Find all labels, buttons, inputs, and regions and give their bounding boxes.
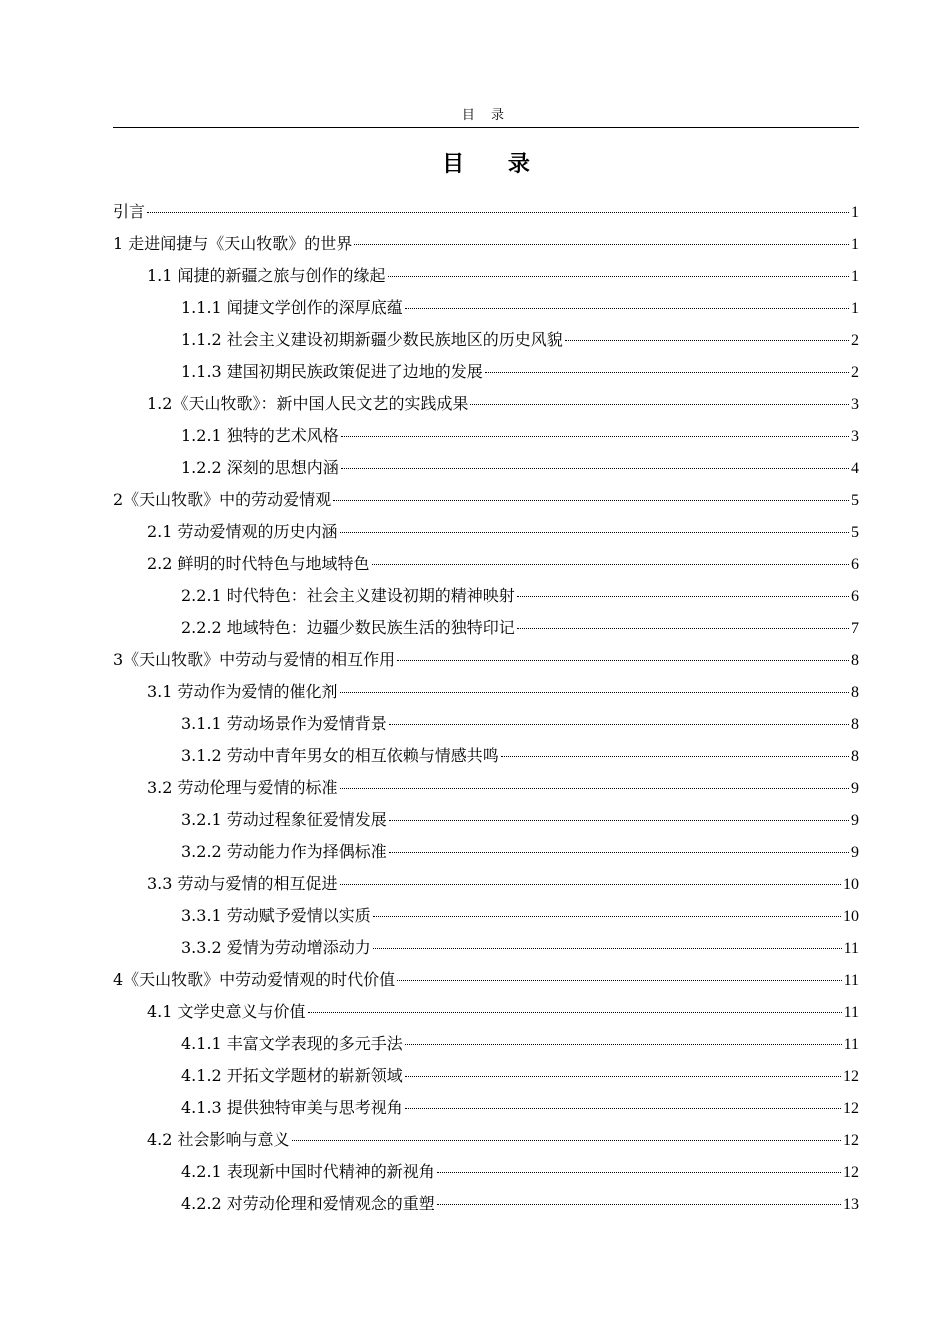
toc-entry-page-number: 1 — [851, 236, 859, 253]
toc-dot-leader — [405, 1044, 842, 1045]
toc-dot-leader — [405, 1076, 841, 1077]
toc-entry-title: 引言 — [113, 202, 146, 221]
header-rule — [113, 127, 859, 128]
toc-entry-title: 3《天山牧歌》中劳动与爱情的相互作用 — [113, 650, 396, 669]
toc-entry-title: 3.3.1 劳动赋予爱情以实质 — [181, 906, 371, 925]
toc-entry-page-number: 3 — [851, 396, 859, 413]
toc-entry[interactable] — [113, 804, 859, 836]
toc-entry-page-number: 4 — [851, 460, 859, 477]
toc-dot-leader — [308, 1012, 842, 1013]
toc-entry[interactable] — [113, 1156, 859, 1188]
toc-dot-leader — [405, 308, 849, 309]
toc-entry-title: 4.1.1 丰富文学表现的多元手法 — [181, 1034, 403, 1053]
toc-dot-leader — [354, 244, 849, 245]
toc-dot-leader — [340, 884, 841, 885]
toc-entry-page-number: 10 — [843, 908, 859, 925]
toc-entry-page-number: 12 — [843, 1164, 859, 1181]
toc-entry-title: 2.2.2 地域特色：边疆少数民族生活的独特印记 — [181, 618, 515, 637]
toc-entry-title: 2.2 鲜明的时代特色与地域特色 — [147, 554, 370, 573]
toc-entry[interactable] — [113, 548, 859, 580]
toc-entry-page-number: 8 — [851, 716, 859, 733]
toc-entry-page-number: 8 — [851, 652, 859, 669]
toc-entry-title: 3.1.2 劳动中青年男女的相互依赖与情感共鸣 — [181, 746, 499, 765]
toc-entry-page-number: 11 — [843, 1004, 859, 1021]
toc-entry-page-number: 5 — [851, 492, 859, 509]
toc-entry-page-number: 3 — [851, 428, 859, 445]
toc-entry-page-number: 1 — [851, 204, 859, 221]
toc-entry-page-number: 1 — [851, 300, 859, 317]
toc-entry-title: 4《天山牧歌》中劳动爱情观的时代价值 — [113, 970, 396, 989]
toc-entry-title: 4.1 文学史意义与价值 — [147, 1002, 306, 1021]
toc-entry-page-number: 7 — [851, 620, 859, 637]
page-title: 目 录 — [442, 152, 548, 177]
toc-entry[interactable] — [113, 996, 859, 1028]
toc-entry-title: 4.1.2 开拓文学题材的崭新领域 — [181, 1066, 403, 1085]
toc-entry-title: 1.2.1 独特的艺术风格 — [181, 426, 339, 445]
toc-dot-leader — [340, 532, 849, 533]
toc-entry[interactable] — [113, 932, 859, 964]
toc-entry-page-number: 12 — [843, 1132, 859, 1149]
toc-entry-page-number: 11 — [843, 940, 859, 957]
toc-dot-leader — [292, 1140, 841, 1141]
toc-entry-page-number: 2 — [851, 332, 859, 349]
toc-entry[interactable] — [113, 612, 859, 644]
toc-dot-leader — [341, 436, 849, 437]
table-of-contents — [113, 196, 859, 1220]
toc-entry-title: 4.2.1 表现新中国时代精神的新视角 — [181, 1162, 435, 1181]
toc-dot-leader — [389, 820, 849, 821]
toc-entry[interactable] — [113, 772, 859, 804]
toc-entry[interactable] — [113, 516, 859, 548]
toc-entry-title: 3.3 劳动与爱情的相互促进 — [147, 874, 338, 893]
toc-dot-leader — [389, 724, 849, 725]
toc-entry-title: 2.2.1 时代特色：社会主义建设初期的精神映射 — [181, 586, 515, 605]
toc-entry[interactable] — [113, 740, 859, 772]
toc-entry-page-number: 9 — [851, 812, 859, 829]
toc-entry-page-number: 11 — [843, 1036, 859, 1053]
toc-entry-title: 1.1.1 闻捷文学创作的深厚底蕴 — [181, 298, 403, 317]
toc-entry[interactable] — [113, 1092, 859, 1124]
toc-entry-title: 2《天山牧歌》中的劳动爱情观 — [113, 490, 332, 509]
toc-dot-leader — [517, 628, 849, 629]
toc-entry[interactable] — [113, 1028, 859, 1060]
toc-dot-leader — [437, 1204, 841, 1205]
toc-entry-title: 1 走进闻捷与《天山牧歌》的世界 — [113, 234, 353, 253]
toc-entry[interactable] — [113, 452, 859, 484]
toc-entry-page-number: 9 — [851, 844, 859, 861]
toc-entry-title: 4.1.3 提供独特审美与思考视角 — [181, 1098, 403, 1117]
toc-entry-page-number: 8 — [851, 748, 859, 765]
toc-entry-page-number: 5 — [851, 524, 859, 541]
toc-dot-leader — [340, 788, 849, 789]
toc-dot-leader — [517, 596, 849, 597]
toc-entry[interactable] — [113, 356, 859, 388]
toc-dot-leader — [147, 212, 849, 213]
toc-entry-page-number: 6 — [851, 556, 859, 573]
toc-entry-page-number: 13 — [843, 1196, 859, 1213]
toc-entry-page-number: 12 — [843, 1100, 859, 1117]
toc-entry-title: 1.1.3 建国初期民族政策促进了边地的发展 — [181, 362, 483, 381]
toc-dot-leader — [372, 564, 849, 565]
toc-dot-leader — [437, 1172, 841, 1173]
toc-entry-title: 3.1.1 劳动场景作为爱情背景 — [181, 714, 387, 733]
toc-entry-title: 1.2.2 深刻的思想内涵 — [181, 458, 339, 477]
toc-entry-title: 4.2 社会影响与意义 — [147, 1130, 290, 1149]
toc-entry-page-number: 9 — [851, 780, 859, 797]
toc-entry[interactable] — [113, 196, 859, 228]
toc-entry[interactable] — [113, 1188, 859, 1220]
toc-entry-title: 3.3.2 爱情为劳动增添动力 — [181, 938, 371, 957]
toc-entry-title: 1.1 闻捷的新疆之旅与创作的缘起 — [147, 266, 386, 285]
toc-entry[interactable] — [113, 836, 859, 868]
toc-entry[interactable] — [113, 708, 859, 740]
toc-entry[interactable] — [113, 228, 859, 260]
toc-dot-leader — [485, 372, 849, 373]
toc-dot-leader — [389, 852, 849, 853]
toc-entry[interactable] — [113, 324, 859, 356]
toc-dot-leader — [340, 692, 849, 693]
toc-entry[interactable] — [113, 484, 859, 516]
toc-dot-leader — [388, 276, 849, 277]
toc-dot-leader — [405, 1108, 841, 1109]
toc-dot-leader — [397, 980, 841, 981]
toc-entry-title: 1.1.2 社会主义建设初期新疆少数民族地区的历史风貌 — [181, 330, 563, 349]
toc-entry-title: 1.2《天山牧歌》：新中国人民文艺的实践成果 — [147, 394, 469, 413]
toc-entry-title: 3.2.1 劳动过程象征爱情发展 — [181, 810, 387, 829]
toc-entry-title: 4.2.2 对劳动伦理和爱情观念的重塑 — [181, 1194, 435, 1213]
toc-entry[interactable] — [113, 420, 859, 452]
toc-entry[interactable] — [113, 644, 859, 676]
toc-entry[interactable] — [113, 260, 859, 292]
toc-entry[interactable] — [113, 868, 859, 900]
toc-entry-title: 2.1 劳动爱情观的历史内涵 — [147, 522, 338, 541]
toc-entry[interactable] — [113, 1124, 859, 1156]
toc-entry[interactable] — [113, 900, 859, 932]
toc-dot-leader — [501, 756, 849, 757]
toc-dot-leader — [373, 948, 842, 949]
toc-dot-leader — [333, 500, 849, 501]
toc-entry-page-number: 2 — [851, 364, 859, 381]
toc-dot-leader — [470, 404, 849, 405]
toc-dot-leader — [397, 660, 849, 661]
toc-entry-page-number: 11 — [843, 972, 859, 989]
toc-dot-leader — [341, 468, 849, 469]
toc-entry-title: 3.1 劳动作为爱情的催化剂 — [147, 682, 338, 701]
toc-entry[interactable] — [113, 388, 859, 420]
toc-entry-page-number: 1 — [851, 268, 859, 285]
toc-entry[interactable] — [113, 1060, 859, 1092]
toc-entry-page-number: 6 — [851, 588, 859, 605]
toc-entry-title: 3.2 劳动伦理与爱情的标准 — [147, 778, 338, 797]
toc-entry[interactable] — [113, 580, 859, 612]
toc-dot-leader — [373, 916, 841, 917]
toc-entry[interactable] — [113, 292, 859, 324]
running-header: 目 录 — [461, 108, 511, 123]
toc-entry-page-number: 10 — [843, 876, 859, 893]
toc-entry[interactable] — [113, 676, 859, 708]
toc-entry-title: 3.2.2 劳动能力作为择偶标准 — [181, 842, 387, 861]
toc-entry-page-number: 8 — [851, 684, 859, 701]
toc-entry-page-number: 12 — [843, 1068, 859, 1085]
toc-dot-leader — [565, 340, 849, 341]
toc-entry[interactable] — [113, 964, 859, 996]
